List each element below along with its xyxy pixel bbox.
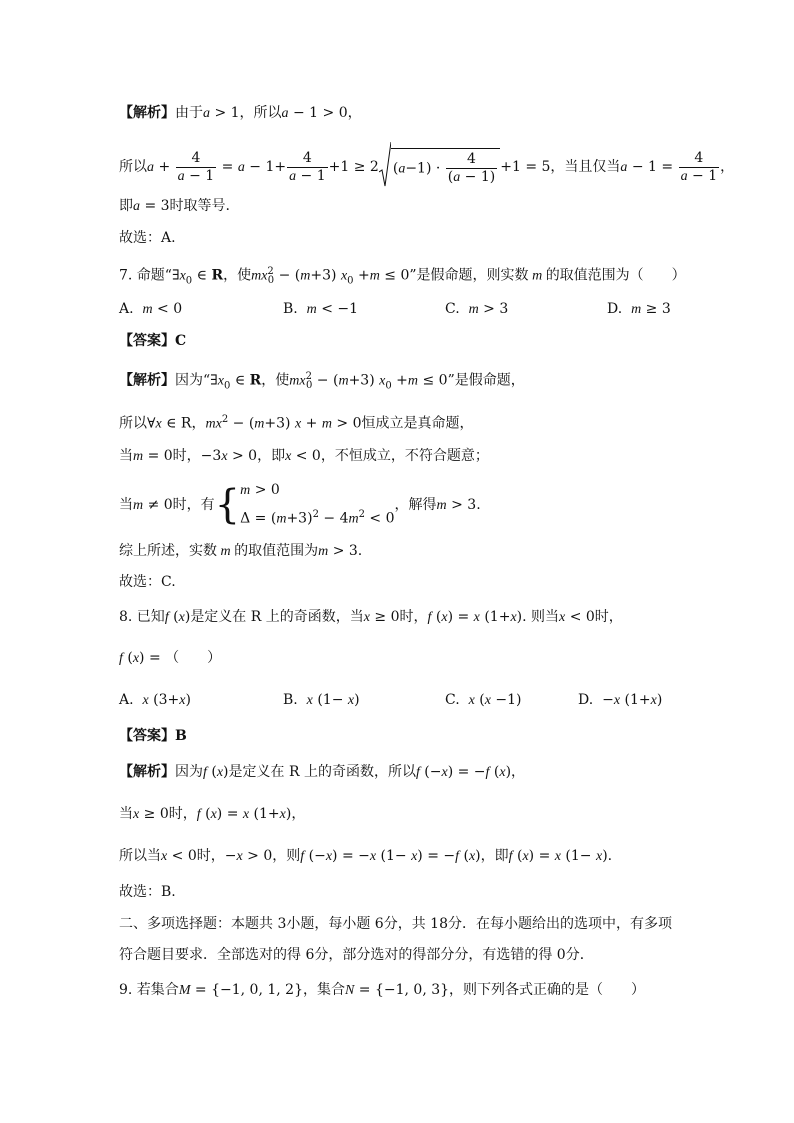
q7-option-d: D. m ≥ 3: [607, 301, 671, 317]
q8-option-c: C. x (x −1): [445, 692, 522, 708]
q7-choose: 故选：C.: [119, 574, 176, 590]
section-multiple-choice-line2: 符合题目要求．全部选对的得 6分，部分选对的得部分分，有选错的得 0分．: [119, 947, 594, 963]
q7-option-a: A. m < 0: [119, 301, 183, 317]
q6-analysis-line2: 所以a + $\frac{4}{a - 1}$ = a − 1+ $\frac{4}{a - 1}$ +1 ≥ 2 (a−1) · $\frac{4}{(a - 1)}$ +1 = 5，当且仅当a − 1 = $\frac{4}{a - 1}$ ，: [119, 148, 734, 186]
q7-analysis-line2: 所以∀x ∈ R，$mx^2 - (m+3) x + m > 0$恒成立是真命题，: [119, 414, 474, 432]
q7-answer: 【答案】C: [119, 333, 187, 349]
q8-answer: 【答案】B: [119, 728, 187, 744]
q8-analysis-line3: 所以当x < 0时，−x > 0，则f (−x) = −x (1− x) = −f (x)，即f (x) = x (1− x).: [119, 848, 613, 864]
q8-stem-line1: 8. 已知f (x)是定义在 R 上的奇函数，当x ≥ 0时，f (x) = x (1+x). 则当x < 0时，: [119, 609, 623, 625]
q8-analysis-line2: 当x ≥ 0时，f (x) = x (1+x)，: [119, 806, 306, 822]
q9-stem: 9. 若集合M = {−1, 0, 1, 2}，集合N = {−1, 0, 3}，则下列各式正确的是（ ）: [119, 982, 646, 998]
q8-stem-line2: f (x) = （ ）: [119, 650, 222, 666]
section-multiple-choice-line1: 二、多项选择题：本题共 3小题，每小题 6分，共 18分．在每小题给出的选项中，有多项: [119, 916, 672, 932]
q7-analysis-line3: 当m = 0时，−3x > 0，即x < 0，不恒成立，不符合题意；: [119, 448, 489, 464]
analysis-tag: 【解析】: [119, 105, 175, 121]
q6-analysis-line1: 【解析】由于a > 1，所以a − 1 > 0，: [119, 105, 362, 121]
q8-option-d: D. −x (1+x): [578, 692, 663, 708]
q7-option-c: C. m > 3: [445, 301, 509, 317]
q7-analysis-line1: 【解析】因为“$\exists x_0$ ∈ R，使$mx^2_0 - (m+3)$ $x_0 +m \le 0$”是假命题，: [119, 371, 525, 392]
q8-choose: 故选：B.: [119, 884, 176, 900]
q7-stem: 7. 命题“$\exists x_0$ ∈ R，使$mx^2_0 - (m+3)$ $x_0 +m \le 0$”是假命题，则实数 m 的取值范围为（ ）: [119, 266, 686, 287]
q8-option-a: A. x (3+x): [119, 692, 191, 708]
q7-analysis-line4: 当m ≠ 0时，有{ m > 0 $\Delta = (m+3)^2 - 4m^2 < 0$ ，解得m > 3.: [119, 481, 481, 528]
q8-option-b: B. x (1− x): [283, 692, 360, 708]
left-brace-icon: {: [214, 481, 241, 528]
radical-icon: [379, 142, 391, 188]
q7-option-b: B. m < −1: [283, 301, 359, 317]
q6-choose: 故选：A.: [119, 230, 176, 246]
q7-analysis-line5: 综上所述，实数 m 的取值范围为m > 3.: [119, 543, 363, 559]
q6-analysis-line3: 即a = 3时取等号.: [119, 198, 230, 214]
q8-analysis-line1: 【解析】因为f (x)是定义在 R 上的奇函数，所以f (−x) = −f (x)，: [119, 764, 526, 780]
